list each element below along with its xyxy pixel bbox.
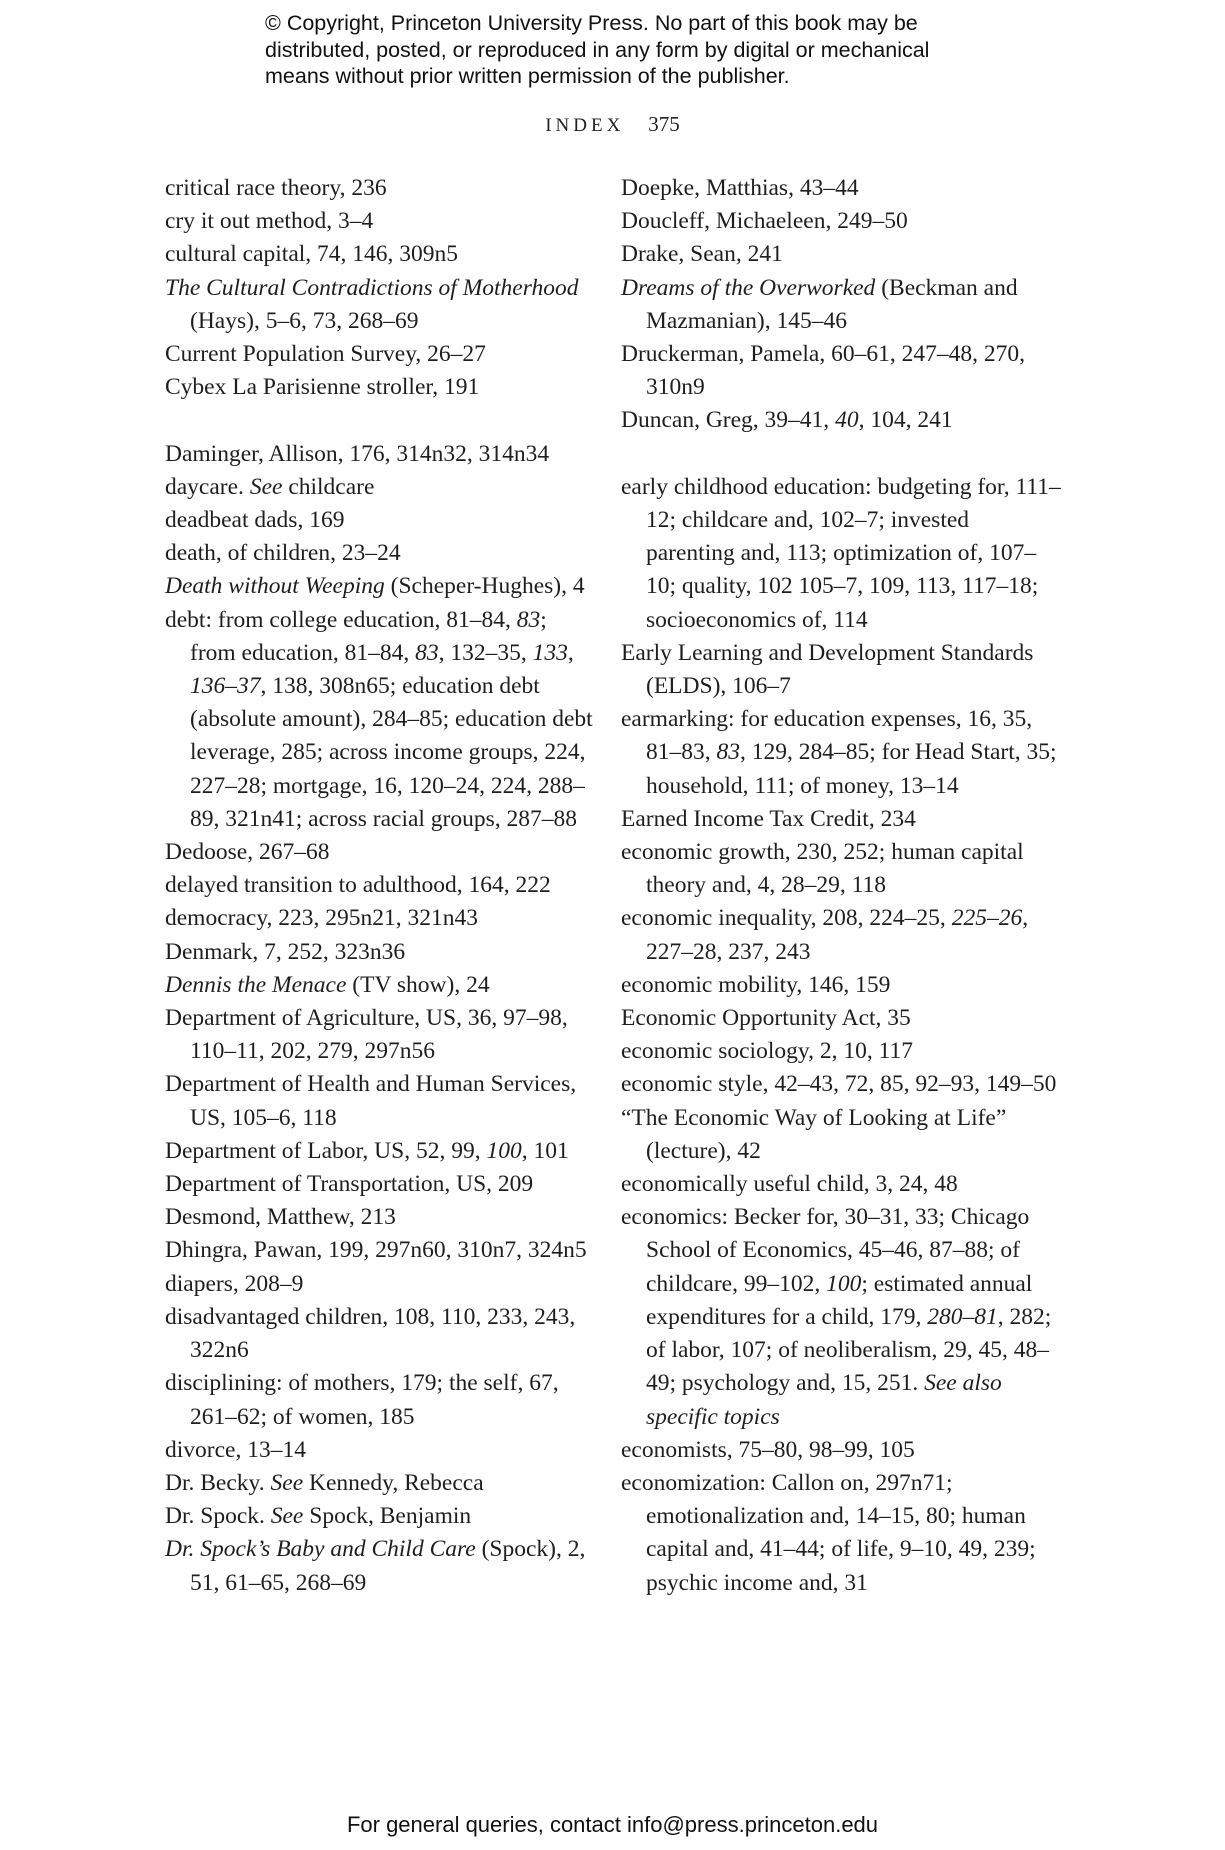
index-entry [165, 1135, 595, 1168]
index-entry-italic-text: 83 [415, 639, 439, 666]
index-entry-text: economically useful child, 3, 24, 48 [621, 1171, 958, 1198]
index-entry [621, 404, 1061, 437]
index-entry [165, 1201, 595, 1234]
index-entry-text: critical race theory, 236 [165, 175, 387, 201]
index-entry-text: (Scheper-Hughes), 4 [384, 573, 585, 600]
index-entry-text: deadbeat dads, 169 [165, 507, 345, 534]
copyright-notice [265, 10, 985, 90]
index-entry [165, 471, 595, 504]
index-entry [165, 570, 595, 603]
index-entry [621, 1201, 1061, 1433]
index-entry-text: Department of Health and Human Services, US, 105–6, 118 [165, 1071, 577, 1131]
index-entry-italic-text: Dennis the Menace [165, 971, 347, 998]
index-entry-text: “The Economic Way of Looking at Life” (lecture), 42 [621, 1104, 1007, 1164]
index-entry [165, 1002, 595, 1068]
index-entry-text: , [567, 639, 574, 666]
index-entry [165, 338, 595, 371]
index-entry-italic-text: 225–26 [951, 905, 1023, 932]
index-entry-text: economic growth, 230, 252; human capital theory and, 4, 28–29, 118 [621, 839, 1024, 899]
index-entry [165, 1533, 595, 1599]
index-entry [621, 205, 1061, 238]
section-label: INDEX [545, 115, 625, 136]
index-entry-text: economic inequality, 208, 224–25, [621, 905, 952, 932]
index-entry-italic-text: See [270, 1469, 304, 1496]
index-entry-text: disadvantaged children, 108, 110, 233, 243, 322n6 [165, 1303, 576, 1364]
index-entry-text: delayed transition to adulthood, 164, 222 [165, 872, 551, 899]
index-entry-text: , 282; of labor, 107; of neoliberalism, 29, 45, 48–49; psychology and, 15, 251. [646, 1303, 1052, 1397]
index-entry-text: Kennedy, Rebecca [303, 1469, 484, 1496]
index-entry [621, 1035, 1061, 1068]
copyright-line: distributed, posted, or reproduced in any form by digital or mechanical [265, 37, 930, 62]
index-entry [621, 803, 1061, 836]
index-entry-text: Dr. Spock. [165, 1503, 271, 1530]
index-entry-text: , 227–28, 237, 243 [646, 905, 1029, 965]
index-entry-italic-text: 133 [532, 639, 568, 666]
index-entry-text: economization: Callon on, 297n71; emotionalization and, 14–15, 80; human capital and, 41–44; of life, 9–10, 49, 239; psychic income and, 31 [621, 1469, 1036, 1596]
index-entry [621, 172, 1061, 205]
letter-group-gap [165, 404, 595, 437]
index-entry-text: debt: from college education, 81–84, [165, 606, 517, 633]
index-entry [165, 438, 595, 471]
index-entry [621, 637, 1061, 703]
index-entry [165, 1301, 595, 1367]
index-entry-text: Department of Labor, US, 52, 99, [165, 1137, 487, 1164]
index-entry [621, 969, 1061, 1002]
index-entry-text: economists, 75–80, 98–99, 105 [621, 1436, 915, 1463]
index-entry-italic-text: 280–81 [927, 1303, 998, 1330]
index-entry [165, 936, 595, 969]
index-entry-italic-text: Dreams of the Overworked [621, 274, 876, 301]
index-entry-text: Dedoose, 267–68 [165, 839, 330, 866]
index-entry-italic-text: Dr. Spock’s Baby and Child Care [165, 1536, 476, 1563]
index-entry-text: Daminger, Allison, 176, 314n32, 314n34 [165, 440, 550, 467]
index-entry-text: , 129, 284–85; for Head Start, 35; household, 111; of money, 13–14 [646, 739, 1057, 799]
index-entry [621, 703, 1061, 803]
index-entry-italic-text: See also specific topics [646, 1370, 1002, 1430]
index-entry-text: Spock, Benjamin [303, 1503, 472, 1530]
index-entry-text: Current Population Survey, 26–27 [165, 341, 486, 368]
index-entry [165, 902, 595, 935]
index-entry [165, 836, 595, 869]
index-entry [621, 1102, 1061, 1168]
letter-group-gap [621, 438, 1061, 471]
index-entry-text: , 132–35, [438, 639, 533, 666]
index-entry-italic-text: See [270, 1503, 304, 1530]
index-entry-text: , 104, 241 [858, 407, 953, 434]
index-entry-text: Desmond, Matthew, 213 [165, 1204, 396, 1231]
index-entry-text: Denmark, 7, 252, 323n36 [165, 938, 406, 965]
index-entry [165, 1434, 595, 1467]
index-entry [165, 1467, 595, 1500]
index-entry-italic-text: Death without Weeping [165, 573, 385, 600]
index-entry-italic-text: 83 [716, 739, 740, 766]
index-entry-italic-text: 100 [486, 1137, 522, 1164]
index-entry-text: earmarking: for education expenses, 16, 35, 81–83, [621, 706, 1033, 766]
index-entry-text: Dr. Becky. [165, 1469, 271, 1496]
index-entry-text: Doepke, Matthias, 43–44 [621, 175, 859, 201]
copyright-line: means without prior written permission of the publisher. [265, 64, 790, 88]
index-entry [165, 1500, 595, 1533]
index-entry-italic-text: 136–37 [190, 673, 261, 700]
index-entry-text: ; from education, 81–84, [190, 606, 547, 666]
index-entry-text: Department of Transportation, US, 209 [165, 1171, 534, 1198]
index-entry-text: , 138, 308n65; education debt (absolute amount), 284–85; education debt leverage, 285; across income groups, 224, 227–28; mortgage, 16, 120–24, 224, 288–89, 321n41; across racial groups, 287–88 [190, 673, 593, 832]
index-entry [621, 836, 1061, 902]
index-entry [165, 272, 595, 338]
index-entry [621, 1467, 1061, 1600]
index-entry-italic-text: 40 [835, 407, 859, 434]
index-entry-text: Doucleff, Michaeleen, 249–50 [621, 208, 908, 235]
index-entry-text: Druckerman, Pamela, 60–61, 247–48, 270, 310n9 [621, 341, 1025, 401]
index-entry-text: daycare. [165, 473, 250, 500]
running-head [0, 112, 1225, 137]
index-entry [621, 1434, 1061, 1467]
index-entry [165, 504, 595, 537]
index-entry [165, 1268, 595, 1301]
index-entry-text: disciplining: of mothers, 179; the self, 67, 261–62; of women, 185 [165, 1370, 559, 1430]
index-entry-text: Dhingra, Pawan, 199, 297n60, 310n7, 324n5 [165, 1237, 587, 1264]
index-entry-text: economic sociology, 2, 10, 117 [621, 1038, 913, 1065]
index-entry [165, 238, 595, 271]
index-entry-text: (Spock), 2, 51, 61–65, 268–69 [190, 1536, 586, 1596]
index-entry-text: cry it out method, 3–4 [165, 208, 374, 235]
index-entry [165, 205, 595, 238]
index-entry-text: divorce, 13–14 [165, 1436, 306, 1463]
index-entry [165, 604, 595, 836]
index-entry [621, 902, 1061, 968]
copyright-line: © Copyright, Princeton University Press. No part of this book may be [265, 11, 918, 35]
index-entry-text: democracy, 223, 295n21, 321n43 [165, 905, 479, 932]
index-entry-text: Earned Income Tax Credit, 234 [621, 805, 916, 832]
index-entry-italic-text: See [249, 473, 283, 500]
index-entry-text: economic style, 42–43, 72, 85, 92–93, 149–50 [621, 1071, 1057, 1098]
index-entry [165, 172, 595, 205]
index-entry-text: economic mobility, 146, 159 [621, 971, 891, 998]
index-entry [165, 1234, 595, 1267]
index-entry-text: early childhood education: budgeting for, 111–12; childcare and, 102–7; invested parenting and, 113; optimization of, 107–10; quality, 102 105–7, 109, 113, 117–18; socioeconomics of, 114 [621, 473, 1061, 633]
index-entry-text: Cybex La Parisienne stroller, 191 [165, 374, 480, 401]
index-entry-text: Duncan, Greg, 39–41, [621, 407, 836, 434]
index-entry-text: childcare [282, 473, 375, 500]
index-entry [165, 1068, 595, 1134]
footer-contact: For general queries, contact info@press.princeton.edu [346, 1812, 879, 1837]
index-entry-text: (TV show), 24 [346, 971, 490, 998]
index-entry-text: , 101 [521, 1137, 569, 1164]
index-entry [621, 1168, 1061, 1201]
index-column-left [165, 172, 595, 1600]
index-entry-text: death, of children, 23–24 [165, 540, 401, 567]
index-entry-text: economics: Becker for, 30–31, 33; Chicago School of Economics, 45–46, 87–88; of childcare, 99–102, [621, 1204, 1030, 1297]
index-entry [621, 1002, 1061, 1035]
index-entry-italic-text: 100 [826, 1270, 862, 1297]
index-entry [165, 537, 595, 570]
index-entry-text: diapers, 208–9 [165, 1270, 304, 1297]
index-entry [621, 272, 1061, 338]
index-entry-italic-text: 83 [516, 606, 541, 633]
index-entry [165, 1367, 595, 1433]
index-entry-text: cultural capital, 74, 146, 309n5 [165, 241, 459, 268]
index-entry-text: ; estimated annual expenditures for a child, 179, [646, 1270, 1033, 1330]
index-entry-text: Drake, Sean, 241 [621, 241, 783, 268]
index-entry-text: Early Learning and Development Standards (ELDS), 106–7 [621, 639, 1034, 700]
index-entry-text: Department of Agriculture, US, 36, 97–98, 110–11, 202, 279, 297n56 [165, 1005, 568, 1065]
index-entry-text: (Beckman and Mazmanian), 145–46 [646, 274, 1018, 334]
index-entry [621, 338, 1061, 404]
index-entry-italic-text: The Cultural Contradictions of Motherhood [165, 274, 579, 301]
index-entry [165, 1168, 595, 1201]
index-entry [165, 371, 595, 404]
page-number: 375 [648, 112, 680, 136]
index-entry [621, 1068, 1061, 1101]
index-entry-text: Economic Opportunity Act, 35 [621, 1005, 911, 1032]
index-entry [165, 969, 595, 1002]
index-entry [621, 471, 1061, 637]
index-entry [621, 238, 1061, 271]
index-entry-text: (Hays), 5–6, 73, 268–69 [190, 307, 419, 334]
index-column-right [621, 172, 1061, 1600]
index-entry [165, 869, 595, 902]
